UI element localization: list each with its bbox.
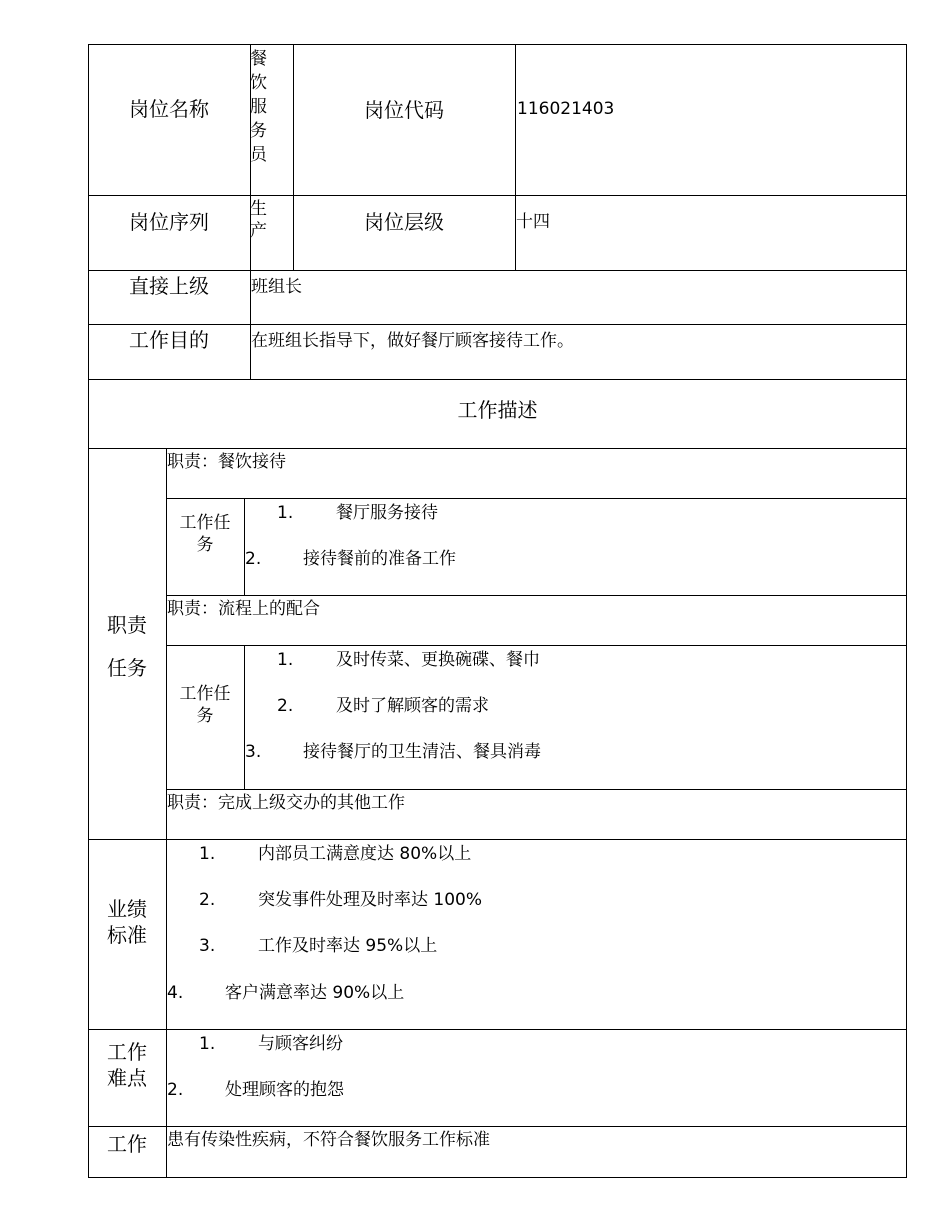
task-number: 2. — [277, 696, 294, 716]
col-divider — [515, 44, 516, 270]
duty-title: 职责：流程上的配合 — [167, 599, 320, 619]
performance-item — [199, 843, 471, 865]
task-text: 接待餐厅的卫生清洁、餐具消毒 — [303, 742, 541, 762]
task-item — [277, 502, 438, 524]
row-divider — [166, 498, 907, 499]
item-number: 2. — [167, 1080, 184, 1100]
item-text: 客户满意率达 90%以上 — [225, 983, 405, 1003]
task-text: 及时传菜、更换碗碟、餐巾 — [336, 650, 540, 670]
performance-item — [167, 982, 404, 1004]
task-label-line: 务 — [196, 706, 214, 727]
row-divider — [166, 595, 907, 596]
supervisor-value: 班组长 — [251, 277, 302, 297]
item-number: 3. — [199, 936, 216, 956]
task-item — [277, 695, 489, 717]
row-divider — [88, 195, 907, 196]
task-label-line: 务 — [196, 535, 214, 556]
position-name-char: 员 — [250, 145, 267, 165]
position-series-char: 产 — [250, 221, 267, 241]
position-name-label: 岗位名称 — [129, 97, 209, 121]
item-number: 1. — [199, 1034, 216, 1054]
difficulty-item — [199, 1033, 343, 1055]
difficulties-label-line: 工作 — [107, 1040, 147, 1064]
item-text: 与顾客纠纷 — [258, 1034, 343, 1054]
row-divider — [88, 379, 907, 380]
description-header: 工作描述 — [457, 398, 538, 422]
row-divider — [88, 324, 907, 325]
item-text: 突发事件处理及时率达 100% — [258, 890, 483, 910]
performance-item — [199, 935, 437, 957]
position-name-char: 务 — [250, 121, 267, 141]
position-name-char: 服 — [250, 97, 267, 117]
purpose-label: 工作目的 — [129, 328, 209, 352]
item-text: 内部员工满意度达 80%以上 — [258, 844, 472, 864]
purpose-value: 在班组长指导下，做好餐厅顾客接待工作。 — [251, 331, 574, 351]
position-series-value — [250, 200, 293, 241]
position-code-label: 岗位代码 — [364, 98, 444, 122]
position-code-value: 116021403 — [517, 99, 615, 119]
item-text: 处理顾客的抱怨 — [225, 1080, 344, 1100]
item-number: 2. — [199, 890, 216, 910]
col-divider — [244, 498, 245, 595]
task-label — [166, 683, 244, 727]
difficulty-item — [167, 1079, 344, 1101]
duty-title: 职责：餐饮接待 — [167, 452, 286, 472]
position-name-char: 饮 — [250, 73, 267, 93]
item-text: 工作及时率达 95%以上 — [258, 936, 438, 956]
performance-label — [88, 896, 166, 948]
task-item — [245, 741, 541, 763]
item-number: 4. — [167, 983, 184, 1003]
performance-label-line: 业绩 — [107, 897, 147, 921]
task-label-line: 工作任 — [179, 513, 231, 533]
row-divider — [88, 270, 907, 271]
task-number: 2. — [245, 549, 262, 569]
supervisor-label: 直接上级 — [129, 274, 209, 298]
task-item — [245, 548, 456, 570]
position-series-char: 生 — [250, 199, 267, 219]
position-level-label: 岗位层级 — [364, 210, 444, 234]
task-text: 及时了解顾客的需求 — [336, 696, 489, 716]
position-series-label: 岗位序列 — [129, 210, 209, 234]
task-text: 餐厅服务接待 — [336, 503, 438, 523]
task-number: 3. — [245, 742, 262, 762]
difficulties-label-line: 难点 — [107, 1066, 147, 1090]
row-divider — [88, 448, 907, 449]
position-name-char: 餐 — [250, 49, 267, 69]
task-text: 接待餐前的准备工作 — [303, 549, 456, 569]
row-divider — [166, 645, 907, 646]
row-divider — [88, 1029, 907, 1030]
position-name-value — [250, 50, 293, 165]
row-divider — [88, 1126, 907, 1127]
performance-label-line: 标准 — [107, 923, 147, 947]
row-divider — [166, 789, 907, 790]
last-row-value: 患有传染性疾病，不符合餐饮服务工作标准 — [167, 1130, 490, 1150]
duties-label-line: 任务 — [107, 656, 147, 680]
task-label — [166, 512, 244, 556]
task-label-line: 工作任 — [179, 684, 231, 704]
difficulties-label — [88, 1039, 166, 1091]
row-divider — [88, 839, 907, 840]
col-divider — [293, 44, 294, 270]
last-row-label: 工作 — [107, 1132, 147, 1156]
col-divider — [244, 645, 245, 789]
task-number: 1. — [277, 503, 294, 523]
duties-label-line: 职责 — [107, 613, 147, 637]
item-number: 1. — [199, 844, 216, 864]
duty-title: 职责：完成上级交办的其他工作 — [167, 793, 405, 813]
position-level-value: 十四 — [516, 212, 550, 232]
task-number: 1. — [277, 650, 294, 670]
task-item — [277, 649, 540, 671]
performance-item — [199, 889, 482, 911]
duties-label — [88, 604, 166, 690]
